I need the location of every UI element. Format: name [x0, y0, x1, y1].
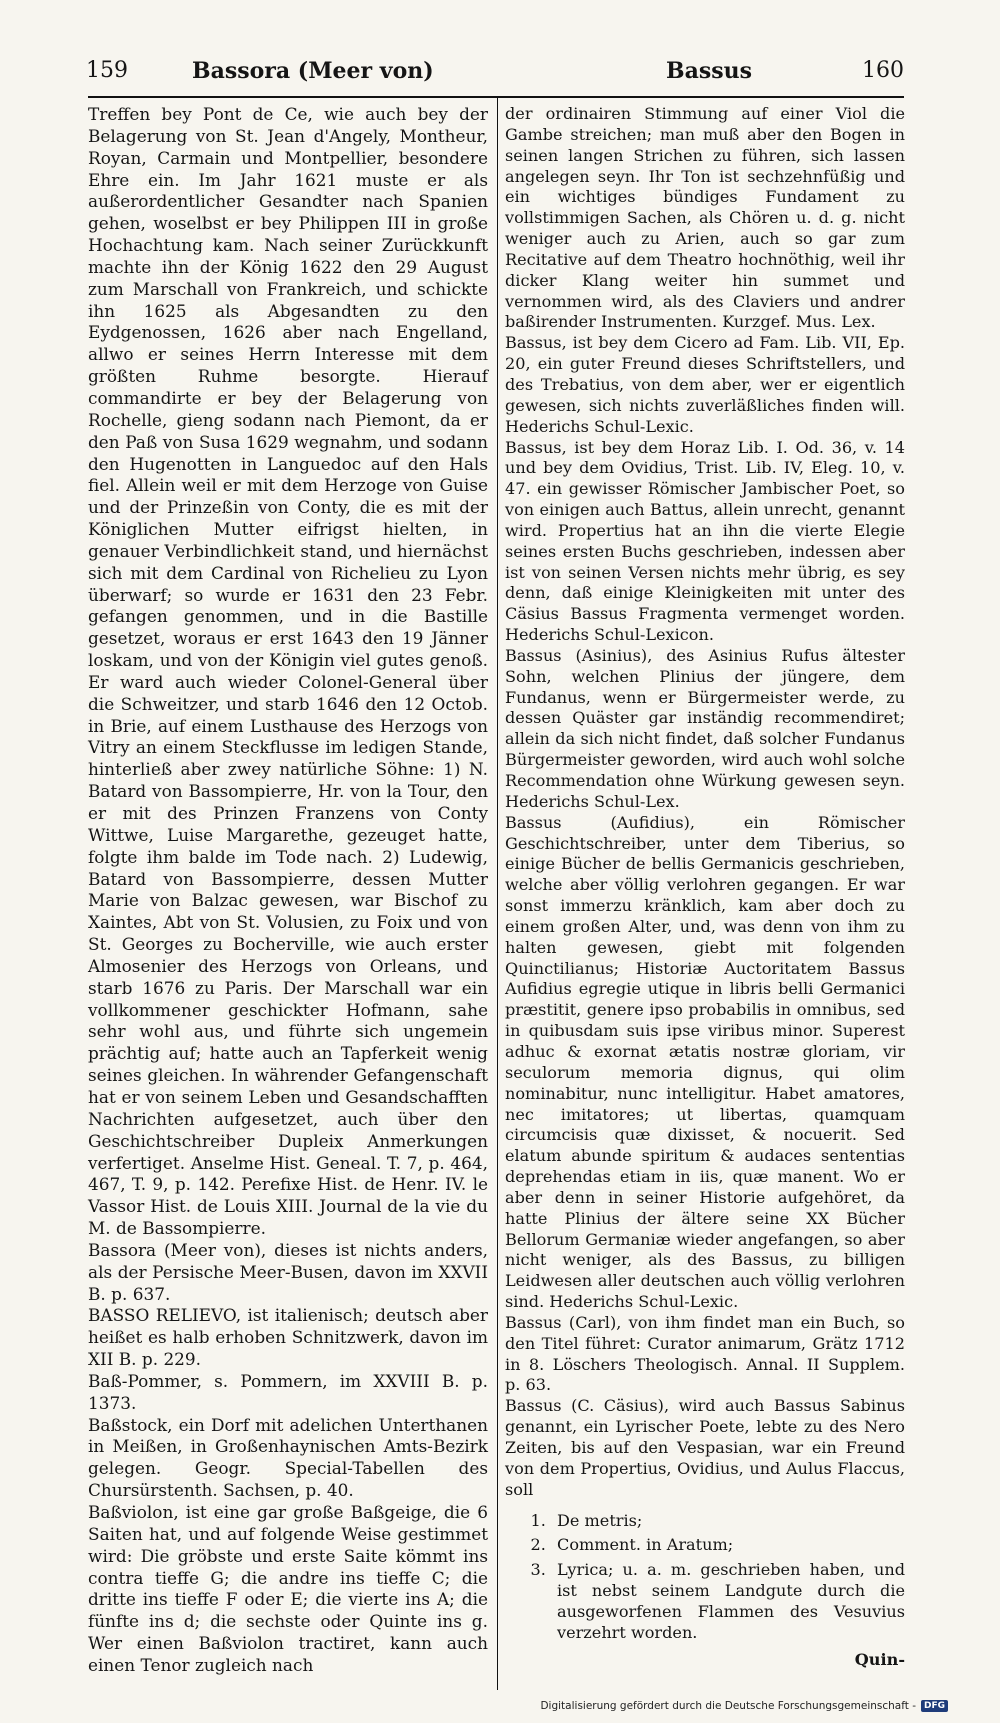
column-divider	[497, 98, 498, 1690]
footer-text: Digitalisierung gefördert durch die Deutsche Forschungsgemeinschaft -	[540, 1700, 916, 1712]
entry-bassus-caesius: Bassus (C. Cäsius), wird auch Bassus Sabinus genannt, ein Lyrischer Poete, lebte zu des Nero Zeiten, bis auf den Vespasian, war ein Freund von dem Propertius, Ovidius, und Aulus Flaccus, soll	[505, 1396, 905, 1499]
entry-bassus-horaz: Bassus, ist bey dem Horaz Lib. I. Od. 36, v. 14 und bey dem Ovidius, Trist. Lib. IV, Eleg. 10, v. 47. ein gewisser Römischer Jambischer Poet, so von einigen auch Battus, allein unrecht, genannt wird. Propertius hat an ihn die vierte Elegie seines ersten Buchs geschrieben, indessen aber ist von seinen Versen nichts mehr übrig, es sey denn, daß einige Kleinigkeiten mit unter des Cäsius Bassus Fragmenta vermenget worden. Hederichs Schul-Lexicon.	[505, 437, 905, 645]
list-item: 1. De metris;	[551, 1511, 905, 1532]
entry-bassus-asinius: Bassus (Asinius), des Asinius Rufus ältester Sohn, welchen Plinius der jüngere, dem Fundanus, wenn er Bürgermeister werde, zu dessen Quäster gar inständig recommendiret; allein da sich nicht findet, daß solcher Fundanus Bürgermeister geworden, wird auch wohl solche Recommendation ohne Würkung gewesen seyn. Hederichs Schul-Lex.	[505, 645, 905, 811]
works-list	[505, 1511, 905, 1644]
entry-bassus-cicero: Bassus, ist bey dem Cicero ad Fam. Lib. VII, Ep. 20, ein guter Freund dieses Schriftstellers, und des Trebatius, von dem aber, wer er eigentlich gewesen, sich nichts zuverläßliches finden will. Hederichs Schul-Lexic.	[505, 333, 905, 436]
entry-basso-relievo: BASSO RELIEVO, ist italienisch; deutsch aber heißet es halb erhoben Schnitzwerk, davon im XII B. p. 229.	[88, 1305, 488, 1370]
footer	[540, 1700, 948, 1712]
left-page-number: 159	[86, 58, 128, 83]
dfg-logo: DFG	[921, 1700, 948, 1712]
right-running-title: Bassus	[666, 58, 753, 84]
entry-bassora: Bassora (Meer von), dieses ist nichts anders, als der Persische Meer-Busen, davon im XXVII B. p. 637.	[88, 1239, 488, 1304]
catchword: Quin-	[854, 1649, 905, 1669]
entry-bassviolon: Baßviolon, ist eine gar große Baßgeige, die 6 Saiten hat, und auf folgende Weise gestimmet wird: Die gröbste und erste Saite kömmt ins contra tieffe G; die andre ins tieffe C; die dritte ins tieffe F oder E; die vierte ins A; die fünfte ins d; die sechste oder Quinte ins g. Wer einen Baßviolon tractiret, kann auch einen Tenor zugleich nach	[88, 1502, 488, 1675]
entry-paragraph: der ordinairen Stimmung auf einer Viol die Gambe streichen; man muß aber den Bogen in seinen langen Strichen zu führen, sich lassen angelegen seyn. Ihr Ton ist sechzehnfüßig und ein wichtiges bündiges Fundament zu vollstimmigen Sachen, als Chören u. d. g. nicht weniger auch zu Arien, auch so gar zum Recitative auf dem Theatro hochnöthig, weil ihr dicker Klang weiter hin summet und vernommen wird, als des Claviers und andrer baßirender Instrumenten. Kurzgef. Mus. Lex.	[505, 104, 905, 332]
entry-bassstock: Baßstock, ein Dorf mit adelichen Unterthanen in Meißen, in Großenhaynischen Amts-Bezirk gelegen. Geogr. Special-Tabellen des Chursürstenth. Sachsen, p. 40.	[88, 1414, 488, 1501]
list-item: 2. Comment. in Aratum;	[551, 1535, 905, 1556]
right-page-number: 160	[862, 58, 904, 83]
left-column	[88, 104, 488, 1677]
header-rule	[88, 96, 904, 98]
right-column	[505, 104, 905, 1670]
entry-bassus-carl: Bassus (Carl), von ihm findet man ein Buch, so den Titel führet: Curator animarum, Grätz 1712 in 8. Löschers Theologisch. Annal. II Supplem. p. 63.	[505, 1312, 905, 1395]
entry-bassus-aufidius: Bassus (Aufidius), ein Römischer Geschichtschreiber, unter dem Tiberius, so einige Bücher de bellis Germanicis geschrieben, welche aber völlig verlohren gegangen. Er war sonst immerzu kränklich, kam aber doch zu einem großen Alter, und, was denn von ihm zu halten gewesen, giebt mit folgenden Quinctilianus; Historiæ Auctoritatem Bassus Aufidius egregie utique in libris belli Germanici præstitit, genere ipso probabilis in omnibus, sed in quibusdam suis ipse viribus minor. Superest adhuc & exornat ætatis nostræ gloriam, vir seculorum memoria dignus, qui olim nominabitur, nunc intelligitur. Habet amatores, nec imitatores; ut libertas, quamquam circumcisis quæ dixisset, & nocuerit. Sed elatum abunde spiritum & audaces sententias deprehendas etiam in iis, quæ manent. Wo er aber denn in seiner Historie aufgehöret, da hatte Plinius der ältere seine XX Bücher Bellorum Germaniæ wieder angefangen, so aber nicht weniger, als des Bassus, zu billigen Leidwesen aller deutschen auch völlig verlohren sind. Hederichs Schul-Lexic.	[505, 812, 905, 1312]
entry-bass-pommer: Baß-Pommer, s. Pommern, im XXVIII B. p. 1373.	[88, 1370, 488, 1413]
list-item: 3. Lyrica; u. a. m. geschrieben haben, und ist nebst seinem Landgute durch die ausgeworfenen Flammen des Vesuvius verzehrt worden.	[551, 1560, 905, 1643]
left-running-title: Bassora (Meer von)	[192, 58, 434, 84]
entry-paragraph: Treffen bey Pont de Ce, wie auch bey der Belagerung von St. Jean d'Angely, Montheur, Royan, Carmain und Montpellier, besondere Ehre ein. Im Jahr 1621 muste er als außerordentlicher Gesandter nach Spanien gehen, woselbst er bey Philippen III in große Hochachtung kam. Nach seiner Zurückkunft machte ihn der König 1622 den 29 August zum Marschall von Frankreich, und schickte ihn 1625 als Abgesandten zu den Eydgenossen, 1626 aber nach Engelland, allwo er seines Herrn Interesse mit dem größten Ruhme besorgte. Hierauf commandirte er bey der Belagerung von Rochelle, gieng sodann nach Piemont, da er den Paß von Susa 1629 wegnahm, und sodann den Hugenotten in Languedoc auf den Hals fiel. Allein weil er mit dem Herzoge von Guise und der Prinzeßin von Conty, die es mit der Königlichen Mutter eifrigst hielten, in genauer Verbindlichkeit stand, und hiernächst sich mit dem Cardinal von Richelieu zu Lyon überwarf; so wurde er 1631 den 23 Febr. gefangen genommen, und in die Bastille gesetzet, woraus er erst 1643 den 19 Jänner loskam, und von der Königin viel gutes genoß. Er ward auch wieder Colonel-General über die Schweitzer, und starb 1646 den 12 Octob. in Brie, auf einem Lusthause des Herzogs von Vitry an einem Steckflusse im ledigen Stande, hinterließ aber zwey natürliche Söhne: 1) N. Batard von Bassompierre, Hr. von la Tour, den er mit des Prinzen Franzens von Conty Wittwe, Luise Margarethe, gezeuget hatte, folgte ihm balde im Tode nach. 2) Ludewig, Batard von Bassompierre, dessen Mutter Marie von Balzac gewesen, war Bischof zu Xaintes, Abt von St. Volusien, zu Foix und von St. Georges zu Bocherville, wie auch erster Almosenier des Herzogs von Orleans, und starb 1676 zu Paris. Der Marschall war ein vollkommener geschickter Hofmann, sahe sehr wohl aus, und führte sich ungemein prächtig auf; hatte auch an Tapferkeit wenig seines gleichen. In währender Gefangenschaft hat er von seinem Leben und Gesandschafften Nachrichten aufgesetzet, auch über den Geschichtschreiber Dupleix Anmerkungen verfertiget. Anselme Hist. Geneal. T. 7, p. 464, 467, T. 9, p. 142. Perefixe Hist. de Henr. IV. le Vassor Hist. de Louis XIII. Journal de la vie du M. de Bassompierre.	[88, 104, 488, 1239]
